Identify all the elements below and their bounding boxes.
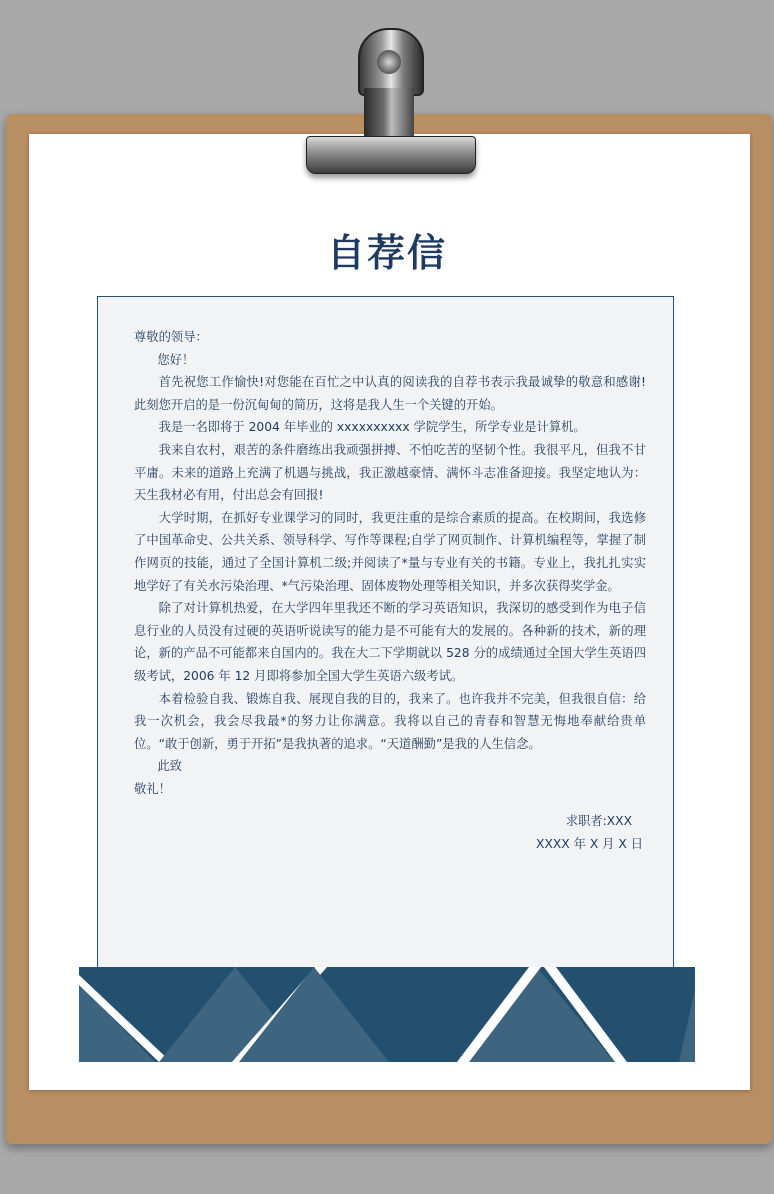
clip-neck (364, 88, 414, 138)
closing-line-1: 此致 (157, 759, 182, 774)
clip-hole (377, 50, 401, 74)
greeting: 您好！ (157, 352, 195, 367)
page-title: 自荐信 (326, 231, 447, 275)
closing-line-2: 敬礼！ (134, 781, 171, 796)
footer-decoration (79, 967, 695, 1062)
salutation: 尊敬的领导： (134, 330, 208, 344)
clip-base (306, 136, 476, 174)
letter-paragraph: 我来自农村，艰苦的条件磨练出我顽强拼搏、不怕吃苦的坚韧个性。我很平凡，但我不甘平庸。未来的道路上充满了机遇与挑战，我正激越豪情、满怀斗志准备迎接。我坚定地认为：天生我材必有用，付出总会有回报! (134, 442, 646, 503)
letter-paragraph: 本着检验自我、锻炼自我、展现自我的目的，我来了。也许我并不完美，但我很自信：给我一次机会，我会尽我最*的努力让你满意。我将以自己的青春和智慧无悔地奉献给贵单位。“敢于创新，勇于开拓”是我执著的追求。“天道酬勤”是我的人生信念。 (134, 691, 646, 751)
letter-paragraph: 除了对计算机热爱，在大学四年里我还不断的学习英语知识，我深切的感受到作为电子信息行业的人员没有过硬的英语听说读写的能力是不可能有大的发展的。各种新的技术，新的理论，新的产品不可能都来自国内的。我在大二下学期就以 528 分的成绩通过全国大学生英语四级考试，2006 年 12 月即将参加全国大学生英语六级考试。 (134, 601, 646, 683)
letter-body (134, 326, 646, 856)
signature: 求职者:XXX (565, 814, 632, 829)
letter-paragraph: 大学时期，在抓好专业课学习的同时，我更注重的是综合素质的提高。在校期间，我选修了中国革命史、公共关系、领导科学、写作等课程;自学了网页制作、计算机编程等，掌握了制作网页的技能，通过了全国计算机二级;并阅读了*量与专业有关的书籍。专业上，我扎扎实实地学好了有关水污染治理、*气污染治理、固体废物处理等相关知识，并多次获得奖学金。 (134, 510, 646, 593)
letter-paragraph: 我是一名即将于 2004 年毕业的 xxxxxxxxxx 学院学生，所学专业是计算机。 (158, 420, 586, 435)
letter-paragraph: 首先祝您工作愉快!对您能在百忙之中认真的阅读我的自荐书表示我最诚挚的敬意和感谢!此刻您开启的是一份沉甸甸的简历，这将是我人生一个关键的开始。 (134, 375, 646, 412)
date: XXXX 年 X 月 X 日 (536, 837, 643, 852)
